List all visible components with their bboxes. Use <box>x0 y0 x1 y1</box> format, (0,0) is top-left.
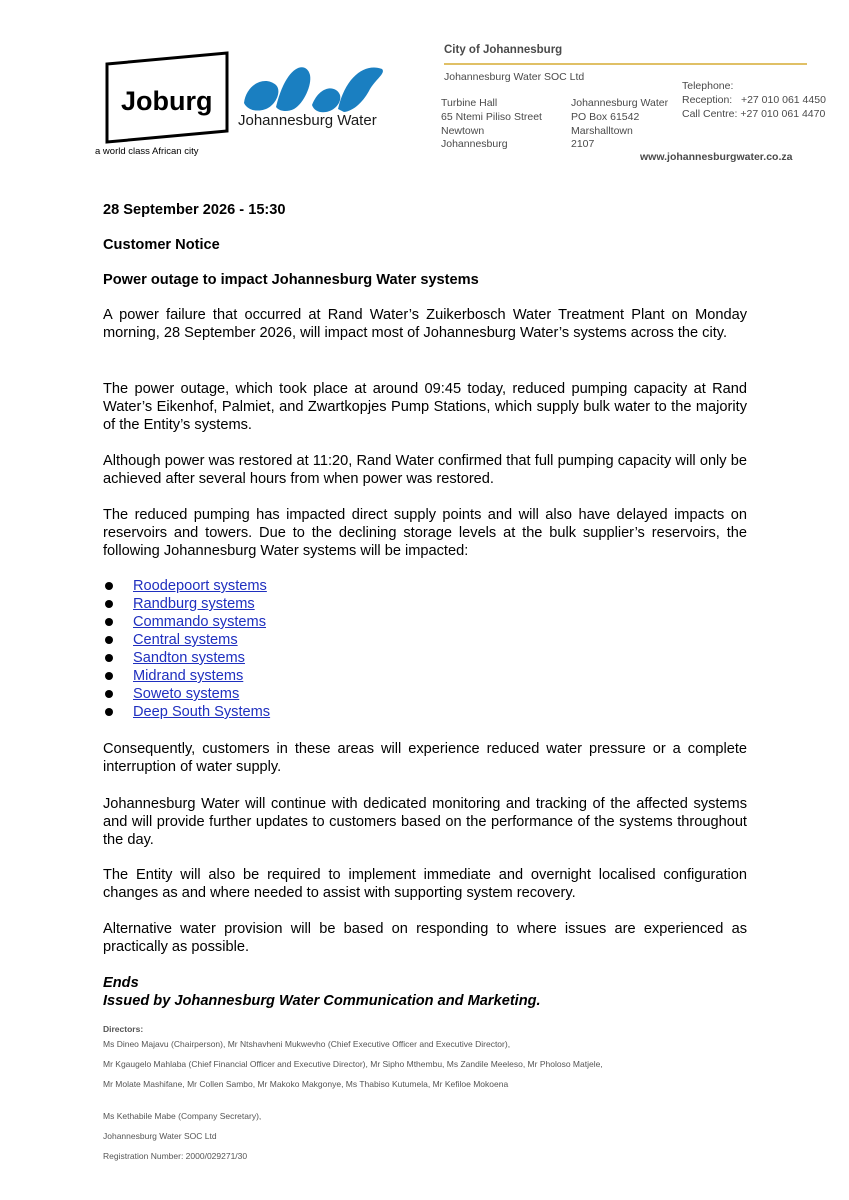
paragraph-2: The power outage, which took place at around 09:45 today, reduced pumping capacity at Rand Water’s Eikenhof, Palmiet, and Zwartkopjes Pump Stations, which supply bulk water to the majority of the Entity’s systems. <box>103 381 747 433</box>
paragraph-1: A power failure that occurred at Rand Water’s Zuikerbosch Water Treatment Plant on Monday morning, 28 September 2026, will impact most of Johannesburg Water’s systems across the city. <box>103 307 747 341</box>
system-link-soweto[interactable]: Soweto systems <box>133 686 240 702</box>
system-link-roodepoort[interactable]: Roodepoort systems <box>133 578 267 594</box>
notice-type: Customer Notice <box>103 237 220 253</box>
address-line: Johannesburg <box>441 138 508 151</box>
bullet-icon <box>105 636 113 644</box>
list-item <box>103 685 270 703</box>
notice-title: Power outage to impact Johannesburg Water systems <box>103 272 479 288</box>
paragraph-8: Alternative water provision will be based on responding to where issues are experienced as practically as possible. <box>103 921 747 955</box>
system-link-deep-south[interactable]: Deep South Systems <box>133 704 271 720</box>
bullet-icon <box>105 618 113 626</box>
footer <box>103 1106 261 1166</box>
list-item <box>103 649 270 667</box>
bullet-icon <box>105 600 113 608</box>
system-link-commando[interactable]: Commando systems <box>133 614 267 630</box>
system-link-midrand[interactable]: Midrand systems <box>133 668 244 684</box>
footer-company: Johannesburg Water SOC Ltd <box>103 1131 217 1141</box>
bullet-icon <box>105 672 113 680</box>
system-link-central[interactable]: Central systems <box>133 632 238 648</box>
system-link-sandton[interactable]: Sandton systems <box>133 650 245 666</box>
paragraph-3: Although power was restored at 11:20, Rand Water confirmed that full pumping capacity will only be achieved after several hours from when power was restored. <box>103 453 747 487</box>
telephone-label: Telephone: <box>682 80 734 92</box>
johannesburg-water-name: Johannesburg Water <box>238 112 377 129</box>
company-secretary: Ms Kethabile Mabe (Company Secretary), <box>103 1111 262 1121</box>
joburg-logo-text: Joburg <box>121 86 213 116</box>
telephone-block <box>682 80 826 121</box>
directors-list <box>103 1034 763 1094</box>
postal-address <box>571 97 668 152</box>
address-line: Turbine Hall <box>441 97 498 109</box>
list-item <box>103 667 270 685</box>
registration-number: Registration Number: 2000/029271/30 <box>103 1151 248 1161</box>
tagline: a world class African city <box>95 146 199 157</box>
paragraph-7: The Entity will also be required to implement immediate and overnight localised configuration changes as and where needed to assist with supporting system recovery. <box>103 867 747 901</box>
directors-line: Mr Molate Mashifane, Mr Collen Sambo, Mr Makoko Makgonye, Ms Thabiso Kutumela, Mr Kefiloe Mokoena <box>103 1079 509 1089</box>
ends-label: Ends <box>103 975 139 991</box>
directors-line: Ms Dineo Majavu (Chairperson), Mr Ntshavheni Mukwevho (Chief Executive Officer and Executive Director), <box>103 1039 511 1049</box>
website-link[interactable]: www.johannesburgwater.co.za <box>640 151 793 163</box>
bullet-icon <box>105 690 113 698</box>
list-item <box>103 595 270 613</box>
directors-heading: Directors: <box>103 1024 144 1034</box>
address-line: 2107 <box>571 138 595 151</box>
reception-number: Reception: +27 010 061 4450 <box>682 93 826 106</box>
paragraph-5: Consequently, customers in these areas will experience reduced water pressure or a complete interruption of water supply. <box>103 741 747 775</box>
issued-by: Issued by Johannesburg Water Communication and Marketing. <box>103 993 541 1009</box>
paragraph-6: Johannesburg Water will continue with dedicated monitoring and tracking of the affected systems and will provide further updates to customers based on the performance of the systems throughout the day. <box>103 796 747 848</box>
list-item <box>103 703 270 721</box>
company-name: Johannesburg Water SOC Ltd <box>444 71 585 83</box>
bullet-icon <box>105 708 113 716</box>
city-name: City of Johannesburg <box>444 44 563 56</box>
bullet-icon <box>105 654 113 662</box>
list-item <box>103 631 270 649</box>
list-item <box>103 577 270 595</box>
notice-date: 28 September 2026 - 15:30 <box>103 202 286 218</box>
system-link-randburg[interactable]: Randburg systems <box>133 596 255 612</box>
bullet-icon <box>105 582 113 590</box>
address-line: PO Box 61542 <box>571 110 640 123</box>
address-line: Newtown <box>441 124 485 137</box>
header-rule <box>444 63 807 65</box>
call-centre-number: Call Centre: +27 010 061 4470 <box>682 107 826 120</box>
paragraph-4: The reduced pumping has impacted direct supply points and will also have delayed impacts on reservoirs and towers. Due to the declining storage levels at the bulk supplier’s reservoirs, the following Johannesburg Water systems will be impacted: <box>103 507 747 559</box>
address-line: 65 Ntemi Piliso Street <box>441 110 542 123</box>
physical-address <box>441 97 542 152</box>
affected-systems-list <box>103 577 270 721</box>
address-line: Johannesburg Water <box>571 97 669 109</box>
directors-line: Mr Kgaugelo Mahlaba (Chief Financial Officer and Executive Director), Mr Sipho Mthembu, Ms Zandile Meeleso, Mr Pholoso Matjele, <box>103 1059 603 1069</box>
address-line: Marshalltown <box>571 124 633 137</box>
list-item <box>103 613 270 631</box>
